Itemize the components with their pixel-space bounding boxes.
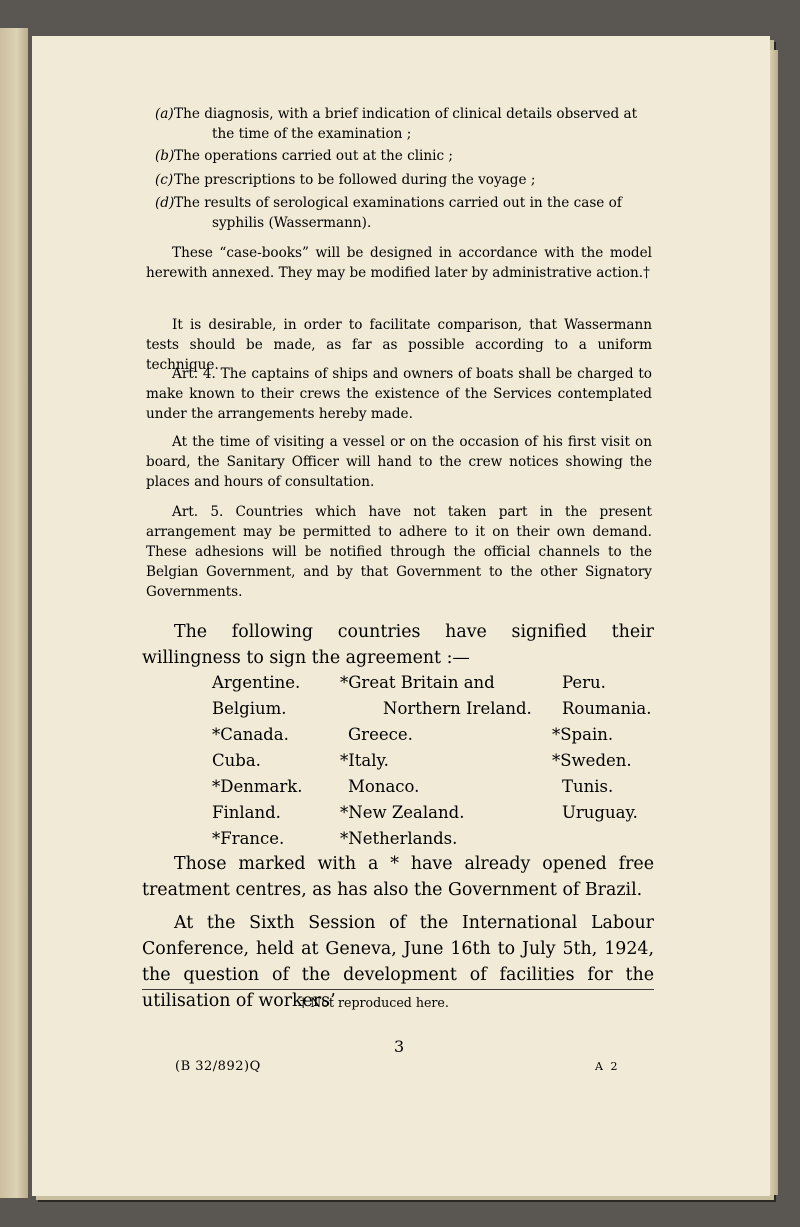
- page-number: 3: [394, 1037, 405, 1056]
- footnote-rule: [142, 989, 654, 990]
- countries-column-1: [212, 670, 302, 852]
- list-marker: (c): [155, 172, 174, 188]
- paragraph-text: Art. 4. The captains of ships and owners of boats shall be charged to make known to their crews the existence of the Services contemplated under the arrangements hereby made.: [146, 366, 652, 422]
- adjacent-page-edge: [0, 28, 28, 1198]
- country-item: Northern Ireland.: [383, 699, 532, 718]
- country-item: *Sweden.: [552, 751, 632, 770]
- paragraph-text: Art. 5. Countries which have not taken part in the present arrangement may be permitted to adhere to it on their own demand. These adhesions will be notified through the official channels to the Belgian Government, and by that Government to the other Signatory Governments.: [146, 504, 652, 600]
- country-item: Monaco.: [348, 777, 420, 796]
- countries-column-2: [340, 670, 532, 852]
- list-item-c: [155, 170, 651, 190]
- paragraph-text: Those marked with a * have already opened free treatment centres, as has also the Government of Brazil.: [142, 854, 654, 900]
- list-text: The diagnosis, with a brief indication of clinical details observed at the time of the examination ;: [174, 106, 638, 142]
- country-item: *Canada.: [212, 725, 289, 744]
- country-item: *Spain.: [552, 725, 614, 744]
- paragraph-text: It is desirable, in order to facilitate comparison, that Wassermann tests should be made, as far as possible according to a uniform technique.: [146, 317, 652, 373]
- countries-column-3: [552, 670, 651, 826]
- paragraph-case-books: [146, 243, 652, 283]
- list-item-a: [155, 104, 651, 144]
- printer-mark: (B 32/892)Q: [175, 1059, 261, 1074]
- list-marker: (b): [155, 148, 175, 164]
- footnote: † Not reproduced here.: [300, 995, 449, 1010]
- list-text: The prescriptions to be followed during the voyage ;: [174, 172, 536, 188]
- paragraph-text: The following countries have signified their willingness to sign the agreement :—: [142, 622, 654, 668]
- country-item: Tunis.: [562, 777, 614, 796]
- country-item: *Denmark.: [212, 777, 303, 796]
- country-item: Cuba.: [212, 751, 261, 770]
- country-item: *Great Britain and: [340, 673, 495, 692]
- list-item-d: [155, 193, 651, 233]
- country-item: *Italy.: [340, 751, 389, 770]
- paragraph-text: At the time of visiting a vessel or on the occasion of his first visit on board, the Sanitary Officer will hand to the crew notices showing the places and hours of consultation.: [146, 434, 652, 490]
- country-item: Peru.: [562, 673, 606, 692]
- list-text: The operations carried out at the clinic ;: [174, 148, 454, 164]
- country-item: Finland.: [212, 803, 281, 822]
- list-marker: (d): [155, 195, 175, 211]
- country-item: Greece.: [348, 725, 413, 744]
- signature-mark: A 2: [595, 1060, 620, 1073]
- list-text: The results of serological examinations carried out in the case of syphilis (Wassermann).: [174, 195, 622, 231]
- page-edge: [770, 50, 778, 1195]
- countries-intro: [142, 619, 654, 671]
- country-item: Argentine.: [212, 673, 301, 692]
- country-item: *France.: [212, 829, 285, 848]
- paragraph-text: At the Sixth Session of the International Labour Conference, held at Geneva, June 16th to July 5th, 1924, the question of the development of facilities for the utilisation of workers’: [142, 913, 654, 1011]
- list-marker: (a): [155, 106, 174, 122]
- country-item: Roumania.: [562, 699, 652, 718]
- paragraph-art-5: [146, 502, 652, 602]
- marked-note: [142, 851, 654, 903]
- country-item: *New Zealand.: [340, 803, 465, 822]
- country-item: Uruguay.: [562, 803, 638, 822]
- paragraph-text: These “case-books” will be designed in accordance with the model herewith annexed. They may be modified later by administrative action.†: [146, 245, 652, 281]
- country-item: Belgium.: [212, 699, 287, 718]
- paragraph-visiting: [146, 432, 652, 492]
- list-item-b: [155, 146, 651, 166]
- paragraph-art-4: [146, 364, 652, 424]
- country-item: *Netherlands.: [340, 829, 458, 848]
